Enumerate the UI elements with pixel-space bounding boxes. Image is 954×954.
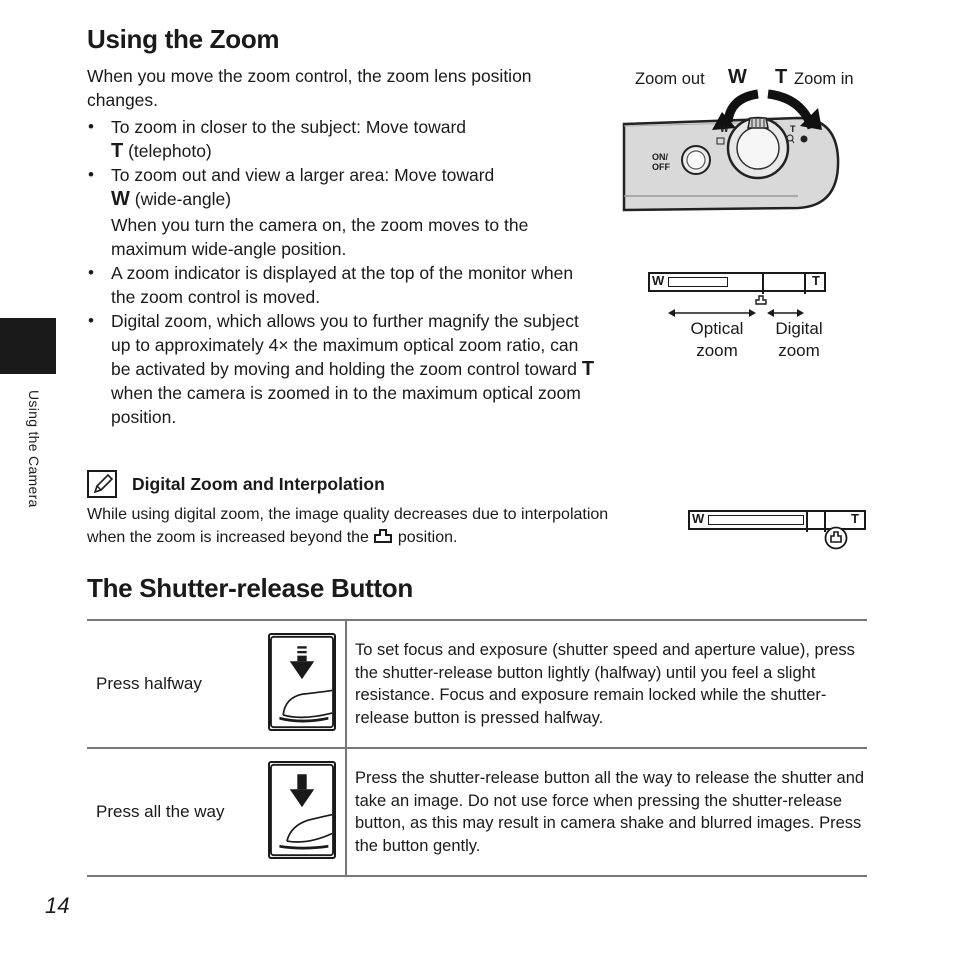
bullet-zoom-in <box>87 115 597 163</box>
bar-t-label: T <box>812 273 820 288</box>
table-row <box>87 748 867 876</box>
digital-zoom-bar-marker <box>806 510 808 532</box>
digital-zoom-bar-fill <box>708 515 804 525</box>
section-title-shutter: The Shutter-release Button <box>87 573 413 603</box>
on-off-label <box>652 152 670 172</box>
note-title: Digital Zoom and Interpolation <box>132 474 385 494</box>
digital-zoom-limit-icon <box>373 529 393 543</box>
telephoto-suffix: (telephoto) <box>128 141 212 161</box>
zoom-out-label: Zoom out <box>635 70 705 88</box>
press-halfway-illustration <box>259 620 346 748</box>
shutter-table <box>87 619 867 877</box>
wide-glyph: W <box>111 188 130 210</box>
zoom-out-w-glyph: W <box>728 66 747 88</box>
note-body-before: While using digital zoom, the image quality decreases due to interpolation when the zoom is increased beyond the <box>87 506 609 546</box>
telephoto-glyph: T <box>111 140 124 162</box>
bullet-zoom-out-text: To zoom out and view a larger area: Move toward <box>111 165 495 185</box>
page-number: 14 <box>45 893 70 918</box>
dial-t-label: T <box>790 124 796 134</box>
dial-w-label: W <box>720 124 729 134</box>
zoom-in-label: Zoom in <box>794 70 854 88</box>
chapter-label: Using the Camera <box>26 390 42 508</box>
telephoto-glyph-2: T <box>581 358 595 380</box>
zoom-in-t-glyph: T <box>775 66 788 88</box>
bullet-zoom-indicator: • A zoom indicator is displayed at the top of the monitor when the zoom control is moved. <box>87 261 597 309</box>
bullet-zoom-out <box>87 163 597 261</box>
digital-bar-w-label: W <box>692 511 705 526</box>
press-all-the-way-description: Press the shutter-release button all the way to release the shutter and take an image. Do not use force when pressing the shutter-release button, as this may result in camera shake and blurred images. Press the button gently. <box>346 748 867 876</box>
table-row <box>87 620 867 748</box>
optical-zoom-label: Optical zoom <box>690 319 744 360</box>
zoom-intro: When you move the zoom control, the zoom lens position changes. <box>87 66 532 110</box>
press-halfway-label: Press halfway <box>87 620 259 748</box>
chapter-tab <box>0 318 56 374</box>
digital-bar-t-label: T <box>851 511 859 526</box>
wide-suffix: (wide-angle) <box>134 189 232 209</box>
press-halfway-description: To set focus and exposure (shutter speed and aperture value), press the shutter-release button lightly (halfway) until you feel a slight resistance. Focus and exposure remain locked while the shutter-release button is pressed halfway. <box>346 620 867 748</box>
bar-w-label: W <box>652 273 665 288</box>
zoom-description <box>87 64 597 429</box>
full-press-icon <box>268 761 336 859</box>
power-on-note: When you turn the camera on, the zoom moves to the maximum wide-angle position. <box>111 215 529 259</box>
on-off-line1: ON/ <box>652 152 669 162</box>
press-all-the-way-illustration <box>259 748 346 876</box>
on-off-line2: OFF <box>652 162 670 172</box>
note-body <box>87 503 627 549</box>
digital-zoom-text-after: when the camera is zoomed in to the maximum optical zoom position. <box>111 383 581 427</box>
bullet-zoom-in-text: To zoom in closer to the subject: Move toward <box>111 117 467 137</box>
zoom-indicator-fill <box>668 277 728 287</box>
note-pencil-icon <box>87 470 117 498</box>
bullet-digital-zoom <box>87 309 597 429</box>
digital-zoom-text-before: Digital zoom, which allows you to further magnify the subject up to approximately 4× the maximum optical zoom ratio, can be activated by moving and holding the zoom control toward <box>111 311 579 379</box>
press-all-the-way-label: Press all the way <box>87 748 259 876</box>
zoom-range-arrows <box>660 290 840 320</box>
halfway-press-icon <box>268 633 336 731</box>
digital-zoom-label: Digital zoom <box>775 319 823 360</box>
digital-zoom-circle-icon <box>824 526 848 550</box>
zoom-bullet-list <box>87 115 597 429</box>
note-body-after: position. <box>397 529 458 546</box>
section-title-zoom: Using the Zoom <box>87 24 280 54</box>
zoom-indicator-bar <box>648 272 826 292</box>
